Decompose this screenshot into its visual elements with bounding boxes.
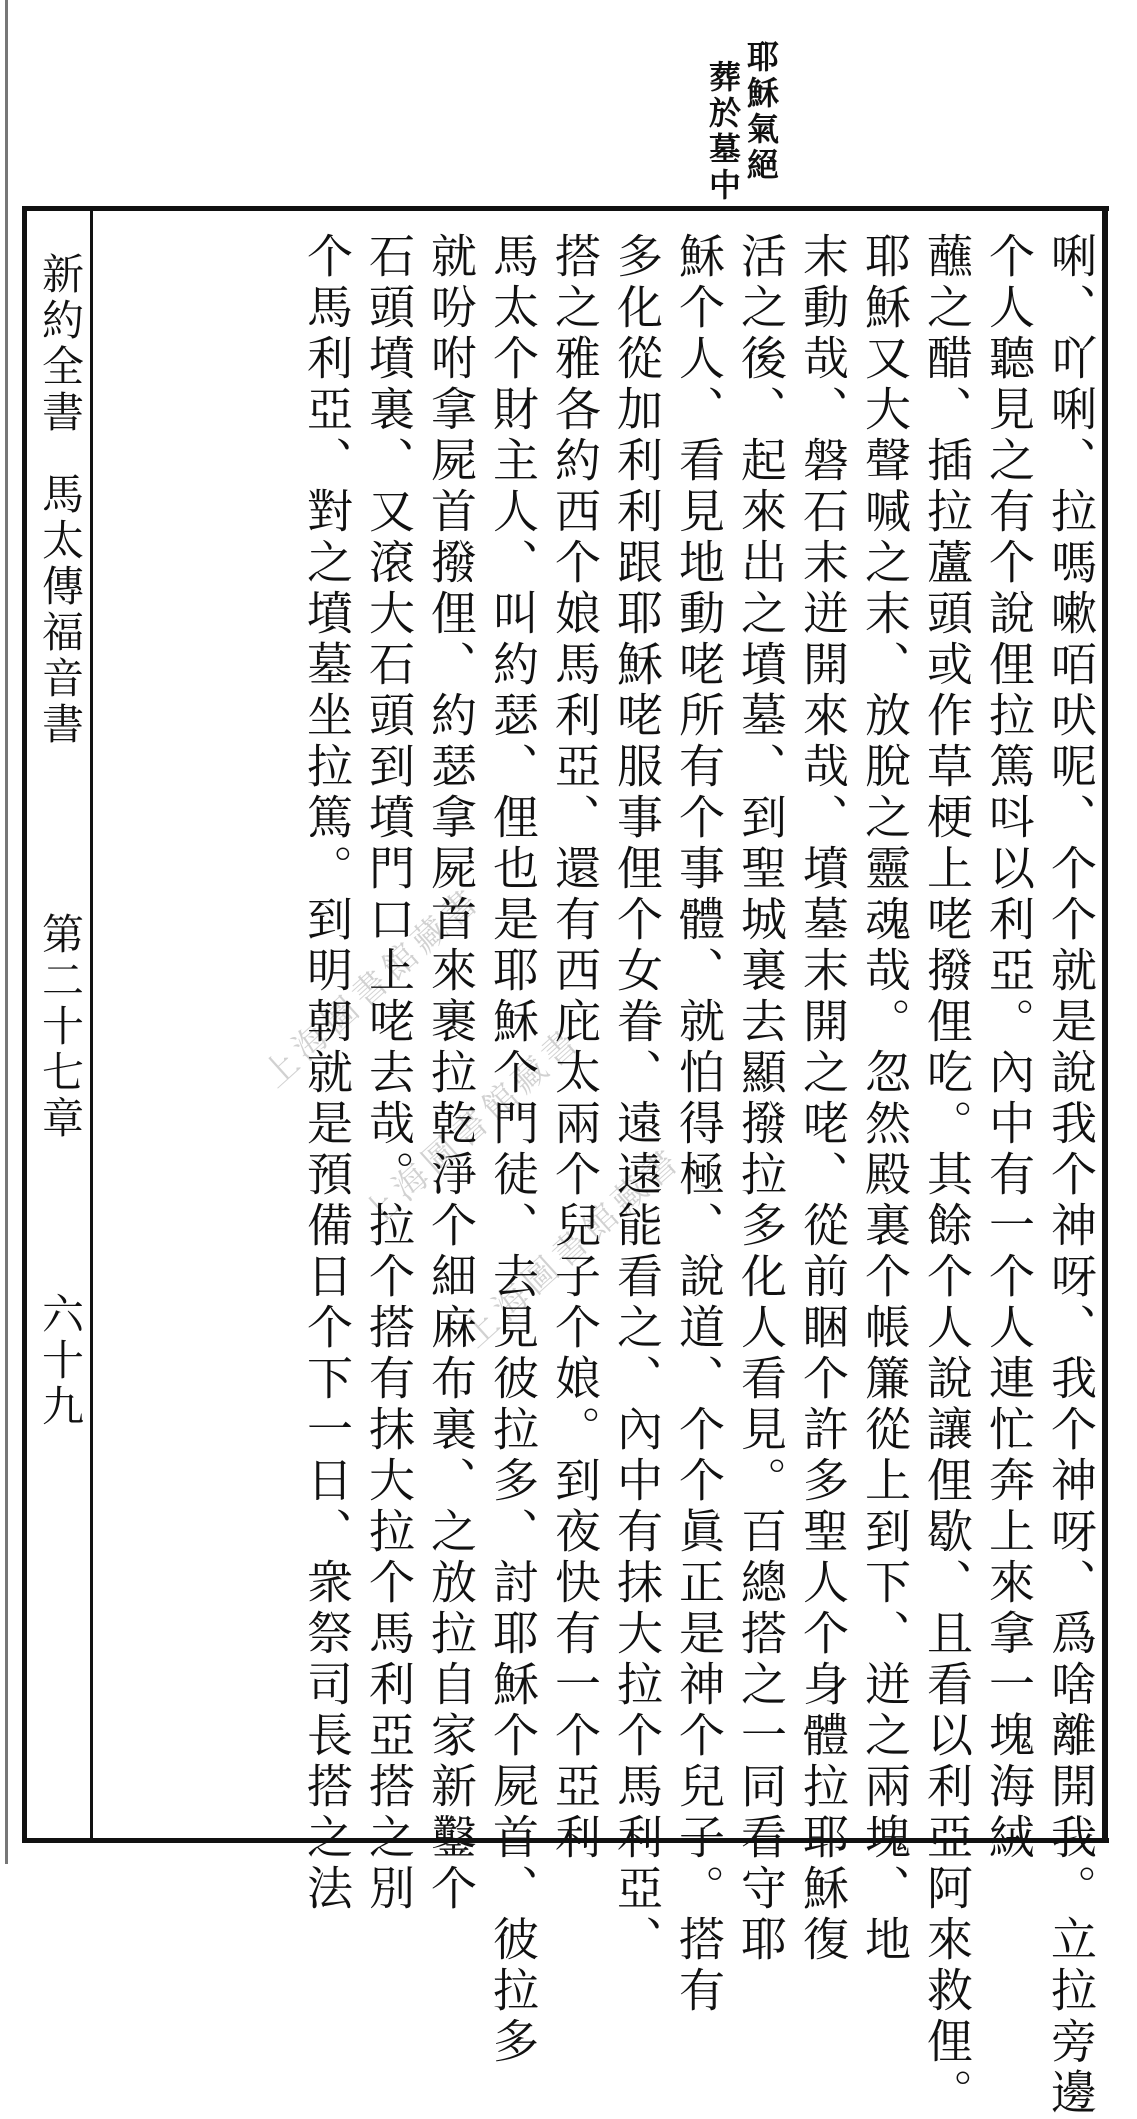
text-column-3: 蘸之醋、插拉蘆頭或作草梗上咾撥俚吃。其餘个人說讓俚歇、且看以利亞阿來救俚。: [920, 232, 974, 2119]
frame-right-border: [1102, 206, 1108, 1843]
frame-inner-divider: [90, 206, 93, 1843]
watermark-line-3: 上海圖書館藏書: [455, 1138, 691, 1356]
text-column-8: 多化從加利利跟耶穌咾服事俚个女眷、遠遠能看之、內中有抹大拉个馬利亞、: [610, 232, 664, 1966]
text-column-7: 穌个人、看見地動咾所有个事體、就怕得極、說道、个个眞正是神个兒子。搭有: [672, 232, 726, 2017]
section-title: 馬太傳福音書: [36, 472, 85, 748]
text-column-10: 馬太个財主人、叫約瑟、俚也是耶穌个門徒、去見彼拉多、討耶穌个屍首、彼拉多: [486, 232, 540, 2068]
watermark-line-2: 上海圖書館藏書: [355, 1018, 591, 1236]
text-column-4: 耶穌又大聲喊之末、放脫之靈魂哉。忽然殿裏个帳簾從上到下、迸之兩塊、地: [858, 232, 912, 1966]
text-column-12: 石頭墳裏、又滾大石頭到墳門口上咾去哉。拉个搭有抹大拉个馬利亞搭之別: [362, 232, 416, 1915]
text-column-9: 搭之雅各約西个娘馬利亞、還有西庇太兩个兒子个娘。到夜快有一个亞利: [548, 232, 602, 1864]
book-title: 新約全書: [36, 252, 85, 436]
watermark-line-1: 上海圖書館藏書: [255, 878, 491, 1096]
text-column-6: 活之後、起來出之墳墓、到聖城裏去顯撥拉多化人看見。百總搭之一同看守耶: [734, 232, 788, 1966]
text-column-5: 末動哉、磐石末迸開來哉、墳墓末開之咾、從前睏个許多聖人个身體拉耶穌復: [796, 232, 850, 1966]
text-column-11: 就吩咐拿屍首撥俚、約瑟拿屍首來裹拉乾淨个細麻布裏、之放拉自家新鑿个: [424, 232, 478, 1915]
text-column-1: 唎、吖唎、拉嗎嗽咟吠呢、个个就是說我个神呀、我个神呀、爲啥離開我。立拉旁邊: [1044, 232, 1098, 2119]
page-edge-rule: [5, 0, 8, 1864]
marginal-heading-line-2: 葬於墓中: [704, 60, 742, 204]
frame-top-border: [22, 206, 1109, 211]
text-column-2: 个人聽見之有个說俚拉篤呌以利亞。內中有一个人連忙奔上來拿一塊海絨: [982, 232, 1036, 1864]
page-number: 六十九: [36, 1292, 85, 1430]
footer-sidebar: [25, 232, 90, 1832]
text-column-13: 个馬利亞、對之墳墓坐拉篤。到明朝就是預備日个下一日、衆祭司長搭之法: [300, 232, 354, 1915]
chapter-label: 第二十七章: [36, 912, 85, 1142]
marginal-heading-line-1: 耶穌氣絕: [742, 40, 780, 184]
